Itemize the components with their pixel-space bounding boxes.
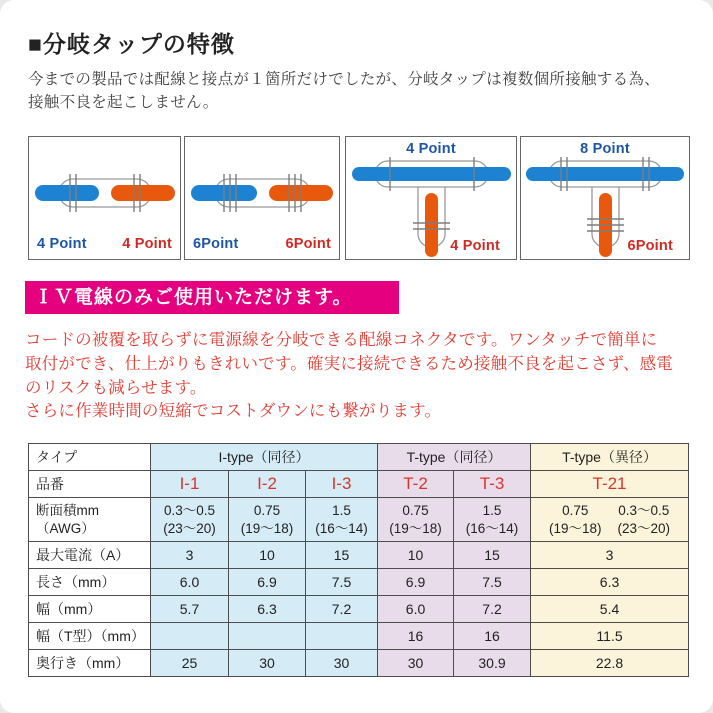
cell-length-t2: 6.9 xyxy=(378,569,454,596)
cell-depth-i2: 30 xyxy=(229,650,306,677)
product-description xyxy=(25,329,673,424)
intro-paragraph xyxy=(28,68,660,115)
group-header-ttype-diff: T-type（異径） xyxy=(531,444,689,471)
left-point-label: 6Point xyxy=(193,236,239,252)
cell-depth-t2: 30 xyxy=(378,650,454,677)
cell-area-t21: 0.75 (19〜18) 0.3〜0.5 (23〜20) xyxy=(531,498,689,542)
diagram-itype-4point xyxy=(28,136,181,260)
diagram-itype-6point xyxy=(184,136,340,260)
cell-length-t21: 6.3 xyxy=(531,569,689,596)
left-point-label: 4 Point xyxy=(37,236,87,252)
table-row-width xyxy=(29,596,689,623)
table-row-width-t xyxy=(29,623,689,650)
diagram-ttype-4point xyxy=(345,136,517,260)
group-header-ttype-same: T-type（同径） xyxy=(378,444,531,471)
row-label-max-current: 最大電流（A） xyxy=(29,542,151,569)
row-label-width: 幅（mm） xyxy=(29,596,151,623)
cell-length-i1: 6.0 xyxy=(151,569,229,596)
description-line-1: コードの被覆を取らずに電源線を分岐できる配線コネクタです。ワンタッチで簡単に xyxy=(25,331,658,349)
group-header-itype: I-type（同径） xyxy=(151,444,378,471)
row-label-cross-section: 断面積mm （AWG） xyxy=(29,498,151,542)
cell-current-t21: 3 xyxy=(531,542,689,569)
model-t2: T-2 xyxy=(378,471,454,498)
spec-table xyxy=(28,443,689,677)
cell-area-i2: 0.75 (19〜18) xyxy=(229,498,306,542)
cell-width-t2: 6.0 xyxy=(378,596,454,623)
connector-diagrams xyxy=(28,136,690,260)
cell-widtht-t2: 16 xyxy=(378,623,454,650)
top-point-label: 4 Point xyxy=(406,141,456,157)
top-point-label: 8 Point xyxy=(580,141,630,157)
cell-width-t3: 7.2 xyxy=(454,596,531,623)
cell-depth-i1: 25 xyxy=(151,650,229,677)
row-label-type: タイプ xyxy=(29,444,151,471)
table-row-depth xyxy=(29,650,689,677)
cell-widtht-i3 xyxy=(306,623,378,650)
description-line-4: さらに作業時間の短縮でコストダウンにも繋がります。 xyxy=(25,402,442,421)
cell-width-t21: 5.4 xyxy=(531,596,689,623)
row-label-length: 長さ（mm） xyxy=(29,569,151,596)
cell-width-i2: 6.3 xyxy=(229,596,306,623)
page-title: ■分岐タップの特徴 xyxy=(28,31,235,57)
right-point-label: 6Point xyxy=(285,236,331,252)
bottom-point-label: 4 Point xyxy=(450,238,500,254)
cell-depth-t21: 22.8 xyxy=(531,650,689,677)
cell-area-t2: 0.75 (19〜18) xyxy=(378,498,454,542)
cell-area-i3: 1.5 (16〜14) xyxy=(306,498,378,542)
cell-widtht-t3: 16 xyxy=(454,623,531,650)
cell-area-t3: 1.5 (16〜14) xyxy=(454,498,531,542)
description-line-2: 取付ができ、仕上がりもきれいです。確実に接続できるため接触不良を起こさず、感電 xyxy=(25,354,673,373)
cell-length-t3: 7.5 xyxy=(454,569,531,596)
right-point-label: 4 Point xyxy=(122,236,172,252)
cell-area-i1: 0.3〜0.5 (23〜20) xyxy=(151,498,229,542)
cell-width-i3: 7.2 xyxy=(306,596,378,623)
cell-depth-t3: 30.9 xyxy=(454,650,531,677)
iv-wire-banner: ＩＶ電線のみご使用いただけます。 xyxy=(25,281,399,314)
description-line-3: のリスクも減らせます。 xyxy=(25,378,207,397)
cell-length-i3: 7.5 xyxy=(306,569,378,596)
table-row-length xyxy=(29,569,689,596)
table-row-max-current xyxy=(29,542,689,569)
table-row-type xyxy=(29,444,689,471)
cell-widtht-i2 xyxy=(229,623,306,650)
cell-current-i2: 10 xyxy=(229,542,306,569)
model-t3: T-3 xyxy=(454,471,531,498)
cell-width-i1: 5.7 xyxy=(151,596,229,623)
model-t21: T-21 xyxy=(531,471,689,498)
intro-line-1: 今までの製品では配線と接点が１箇所だけでしたが、分岐タップは複数個所接触する為、 xyxy=(28,71,661,88)
table-row-cross-section xyxy=(29,498,689,542)
cell-depth-i3: 30 xyxy=(306,650,378,677)
row-label-width-t: 幅（T型）（mm） xyxy=(29,623,151,650)
cell-length-i2: 6.9 xyxy=(229,569,306,596)
cell-current-t2: 10 xyxy=(378,542,454,569)
model-i1: I-1 xyxy=(151,471,229,498)
cell-widtht-i1 xyxy=(151,623,229,650)
row-label-model: 品番 xyxy=(29,471,151,498)
table-row-model xyxy=(29,471,689,498)
model-i3: I-3 xyxy=(306,471,378,498)
diagram-ttype-8point xyxy=(520,136,690,260)
cell-current-i1: 3 xyxy=(151,542,229,569)
cell-current-i3: 15 xyxy=(306,542,378,569)
bottom-point-label: 6Point xyxy=(627,238,673,254)
model-i2: I-2 xyxy=(229,471,306,498)
cell-widtht-t21: 11.5 xyxy=(531,623,689,650)
intro-line-2: 接触不良を起こしません。 xyxy=(28,94,219,112)
cell-current-t3: 15 xyxy=(454,542,531,569)
row-label-depth: 奥行き（mm） xyxy=(29,650,151,677)
